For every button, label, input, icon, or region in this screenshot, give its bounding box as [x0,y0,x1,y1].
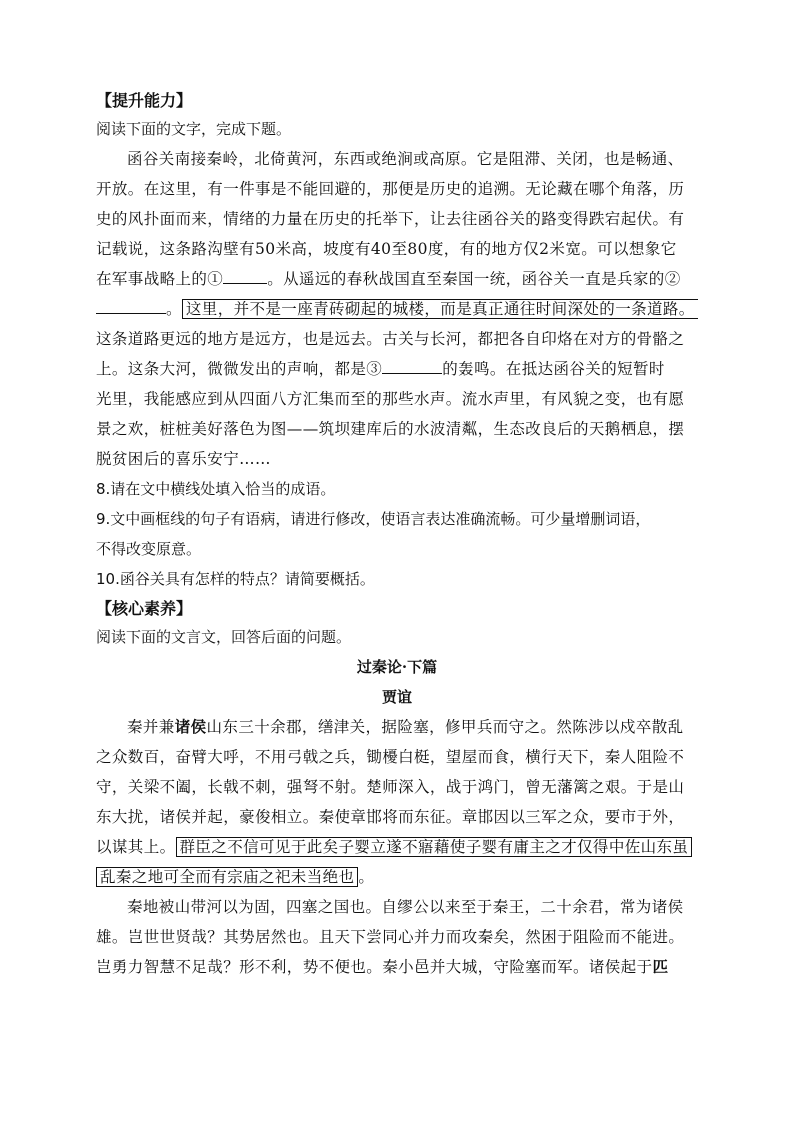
passage-text: 在军事战略上的① [96,270,224,288]
passage-text: 秦并兼 [127,718,175,736]
classical-passage [96,712,698,982]
passage-text: 以谋其上。 [96,838,176,856]
passage-line: 记载说，这条路沟壁有50米高，坡度有40至80度，有的地方仅2米宽。可以想象它 [96,240,677,258]
section-instruction: 阅读下面的文字，完成下题。 [96,120,292,138]
passage-text: 。 [358,868,375,886]
question-9-cont: 不得改变原意。 [96,540,202,558]
blank-3[interactable] [382,359,442,374]
passage-line [96,862,698,892]
passage-line: 光里，我能感应到从四面八方汇集而至的那些水声。流水声里，有风貌之变，也有愿 [96,390,685,408]
passage-line: 守，关梁不阖，长戟不刺，强弩不射。楚师深入，战于鸿门，曾无藩篱之艰。于是山 [96,778,685,796]
passage-line: 秦地被山带河以为固，四塞之国也。自缪公以来至于秦王，二十余君，常为诸侯 [127,898,684,916]
passage-line [96,294,698,324]
modern-passage [96,144,698,474]
passage-text: 的轰鸣。在抵达函谷关的短暂时 [442,360,665,378]
section-title-literacy: 【核心素养】 [96,599,193,618]
bold-word: 诸侯 [174,717,207,736]
passage-line: 史的风扑面而来，情绪的力量在历史的托举下，让去往函谷关的路变得跌宕起伏。有 [96,210,685,228]
page-content [96,88,698,982]
question-9: 9.文中画框线的句子有语病，请进行修改，使语言表达准确流畅。可少量增删词语， [96,510,651,528]
section-instruction: 阅读下面的文言文，回答后面的问题。 [96,628,352,646]
author: 贾谊 [381,688,412,706]
passage-line: 之众数百，奋臂大呼，不用弓戟之兵，锄櫌白梃，望屋而食，横行天下，秦人阻险不 [96,748,685,766]
passage-text: 。从遥远的春秋战国直至秦国一统，函谷关一直是兵家的② [267,270,681,288]
passage-line: 开放。在这里，有一件事是不能回避的，那便是历史的追溯。无论藏在哪个角落，历 [96,180,685,198]
blank-2[interactable] [96,299,166,314]
passage-line [96,264,698,294]
passage-line: 脱贫困后的喜乐安宁…… [96,450,271,468]
blank-1[interactable] [223,269,267,284]
passage-text: 上。这条大河，微微发出的声响，都是③ [96,360,383,378]
passage-line: 函谷关南接秦岭，北倚黄河，东西或绝涧或高原。它是阻滞、关闭，也是畅通、 [127,150,684,168]
passage-text: 岂勇力智慧不足哉？形不利，势不便也。秦小邑并大城，守险塞而军。诸侯起于 [96,958,653,976]
passage-text: 。 [166,300,182,318]
passage-line [96,832,698,862]
question-10: 10.函谷关具有怎样的特点？请简要概括。 [96,570,375,588]
passage-line [96,712,698,742]
passage-text: 山东三十余郡，缮津关，据险塞，修甲兵而守之。然陈涉以戍卒散乱 [206,718,684,736]
boxed-sentence: 这里，并不是一座青砖砌起的城楼，而是真正通往时间深处的一条道路。 [182,299,698,319]
question-8: 8.请在文中横线处填入恰当的成语。 [96,480,336,498]
section-title-ability: 【提升能力】 [96,91,193,110]
work-title: 过秦论·下篇 [356,658,438,676]
boxed-sentence: 群臣之不信可见于此矣子婴立遂不寤藉使子婴有庸主之才仅得中佐山东虽 [176,837,693,857]
passage-line: 雄。岂世世贤哉？其势居然也。且天下尝同心并力而攻秦矣，然困于阻险而不能进。 [96,928,685,946]
passage-line: 东大扰，诸侯并起，豪俊相立。秦使章邯将而东征。章邯因以三军之众，要市于外， [96,808,685,826]
passage-line [96,354,698,384]
passage-line [96,952,698,982]
bold-word: 匹 [652,957,669,976]
passage-line: 这条道路更远的地方是远方，也是远去。古关与长河，都把各自印烙在对方的骨骼之 [96,330,685,348]
passage-line: 景之欢，桩桩美好落色为图——筑坝建库后的水波清粼，生态改良后的天鹅栖息，摆 [96,420,685,438]
boxed-sentence: 乱秦之地可全而有宗庙之祀未当绝也 [96,867,358,887]
